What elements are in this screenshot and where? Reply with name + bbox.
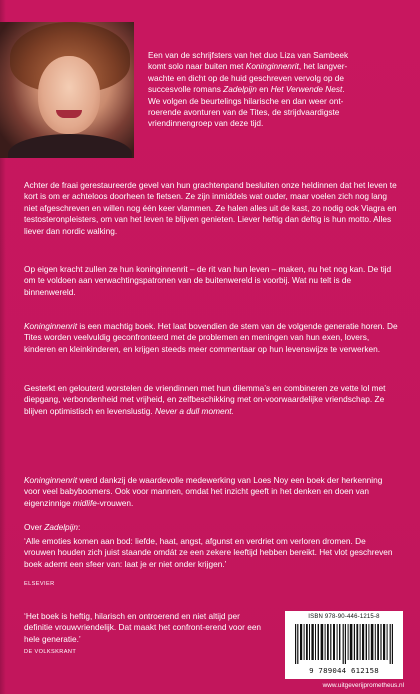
blurb-text: komt solo naar buiten met bbox=[148, 61, 246, 72]
review-heading bbox=[24, 522, 398, 533]
review-quote-1: ‘Alle emoties komen aan bod: liefde, haat, angst, afgunst en verdriet om verloren dromen. De vrouwen houden zich juist staande omdát ze een zekere leeftijd hebben bereikt. Het vlot geschreven boek ademt een sfeer van: laat je er niet onder krijgen.’ bbox=[24, 536, 393, 569]
author-face bbox=[38, 56, 100, 134]
paragraph-4 bbox=[24, 383, 398, 417]
paragraph-2: Op eigen kracht zullen ze hun koninginnenrit – de rit van hun leven – maken, nu het nog kan. De tijd om te voldoen aan verwachtingspatronen van de buitenwereld is voorbij. Wat nu telt is de binnenwereld. bbox=[24, 264, 392, 297]
blurb-text: succesvolle romans bbox=[148, 84, 224, 95]
publisher-url: www.uitgeverijprometheus.nl bbox=[322, 682, 404, 689]
book-title-em: Koninginnenrit bbox=[24, 475, 78, 485]
book-title-em: Zadelpijn bbox=[44, 522, 78, 532]
midlife-em: midlife bbox=[72, 497, 97, 508]
author-blurb bbox=[148, 50, 406, 130]
book-title-em: Koninginnenrit bbox=[245, 61, 299, 72]
review-heading-label: Over bbox=[24, 522, 45, 532]
ean-digits: 9 789044 612158 bbox=[309, 666, 379, 675]
book-title-em: Zadelpijn bbox=[223, 84, 257, 95]
review-source-1: ELSEVIER bbox=[24, 581, 55, 587]
review-quote-2: ‘Het boek is heftig, hilarisch en ontroerend en niet altijd per definitie vrouwvriendelijk. Dat maakt het confront-erend voor een hele generatie.’ bbox=[24, 611, 262, 644]
review-heading-colon: : bbox=[77, 522, 81, 532]
author-body bbox=[8, 134, 132, 158]
barcode-panel bbox=[285, 611, 403, 679]
barcode-icon bbox=[295, 624, 393, 664]
blurb-line: We volgen de beurtelings hilarische en dan weer ont- bbox=[148, 95, 344, 106]
paragraph-text: Gesterkt en gelouterd worstelen de vriendinnen met hun dilemma’s en combineren ze vette lol met diepgang, verbondenheid met vrijheid, en zelfbeschikking met on-voorwaardelijke vriendschap. Ze blijven optimistisch en levenslustig. bbox=[24, 383, 386, 416]
blurb-line: wachte en dicht op de huid geschreven vervolg op de bbox=[148, 72, 345, 83]
paragraph-text: werd dankzij de waardevolle medewerking van Loes Noy een boek der herkenning voor veel babyboomers. Ook voor mannen, omdat het inzicht geeft in het denken en doen van eigenzinnige bbox=[24, 475, 383, 508]
review-source-2: DE VOLKSKRANT bbox=[24, 649, 77, 655]
paragraph-text: is een machtig boek. Het laat bovendien de stem van de volgende generatie horen. De Tites worden veelvuldig geconfronteerd met de problemen en meningen van hun exen, lovers, kinderen en kleinkinderen, en krijgen steeds meer commentaar op hun levenswijze te verwerken. bbox=[24, 321, 398, 354]
paragraph-text: -vrouwen. bbox=[96, 497, 134, 508]
paragraph-5 bbox=[24, 475, 398, 509]
author-photo bbox=[0, 22, 134, 158]
blurb-line: roerende avonturen van de Tites, de strijdvaardigste bbox=[148, 107, 340, 118]
blurb-text: . bbox=[342, 84, 345, 95]
book-title-em: Het Verwende Nest bbox=[270, 84, 343, 95]
blurb-line: vriendinnengroep van deze tijd. bbox=[148, 118, 264, 129]
blurb-text: en bbox=[256, 84, 271, 95]
paragraph-3 bbox=[24, 321, 398, 355]
paragraph-1: Achter de fraai gerestaureerde gevel van hun grachtenpand besluiten onze heldinnen dat het leven te kort is om er achteloos doorheen te fietsen. Ze zijn inmiddels wat ouder, maar voelen zich nog lang niet afgeschreven en willen nog één keer vlammen. Ze halen alles uit de kast, zo nodig ook Viagra en testosteronpleisters, om van het leven te blijven genieten. Liever heftig dan deftig is hun motto. Alles liever dan nordic walking. bbox=[24, 180, 397, 236]
isbn-label: ISBN 978-90-446-1215-8 bbox=[308, 614, 380, 620]
tagline-em: Never a dull moment. bbox=[154, 405, 234, 416]
blurb-text: , het langver- bbox=[298, 61, 348, 72]
book-title-em: Koninginnenrit bbox=[24, 321, 78, 331]
author-mouth bbox=[56, 110, 82, 118]
blurb-line: Een van de schrijfsters van het duo Liza van Sambeek bbox=[148, 50, 349, 60]
